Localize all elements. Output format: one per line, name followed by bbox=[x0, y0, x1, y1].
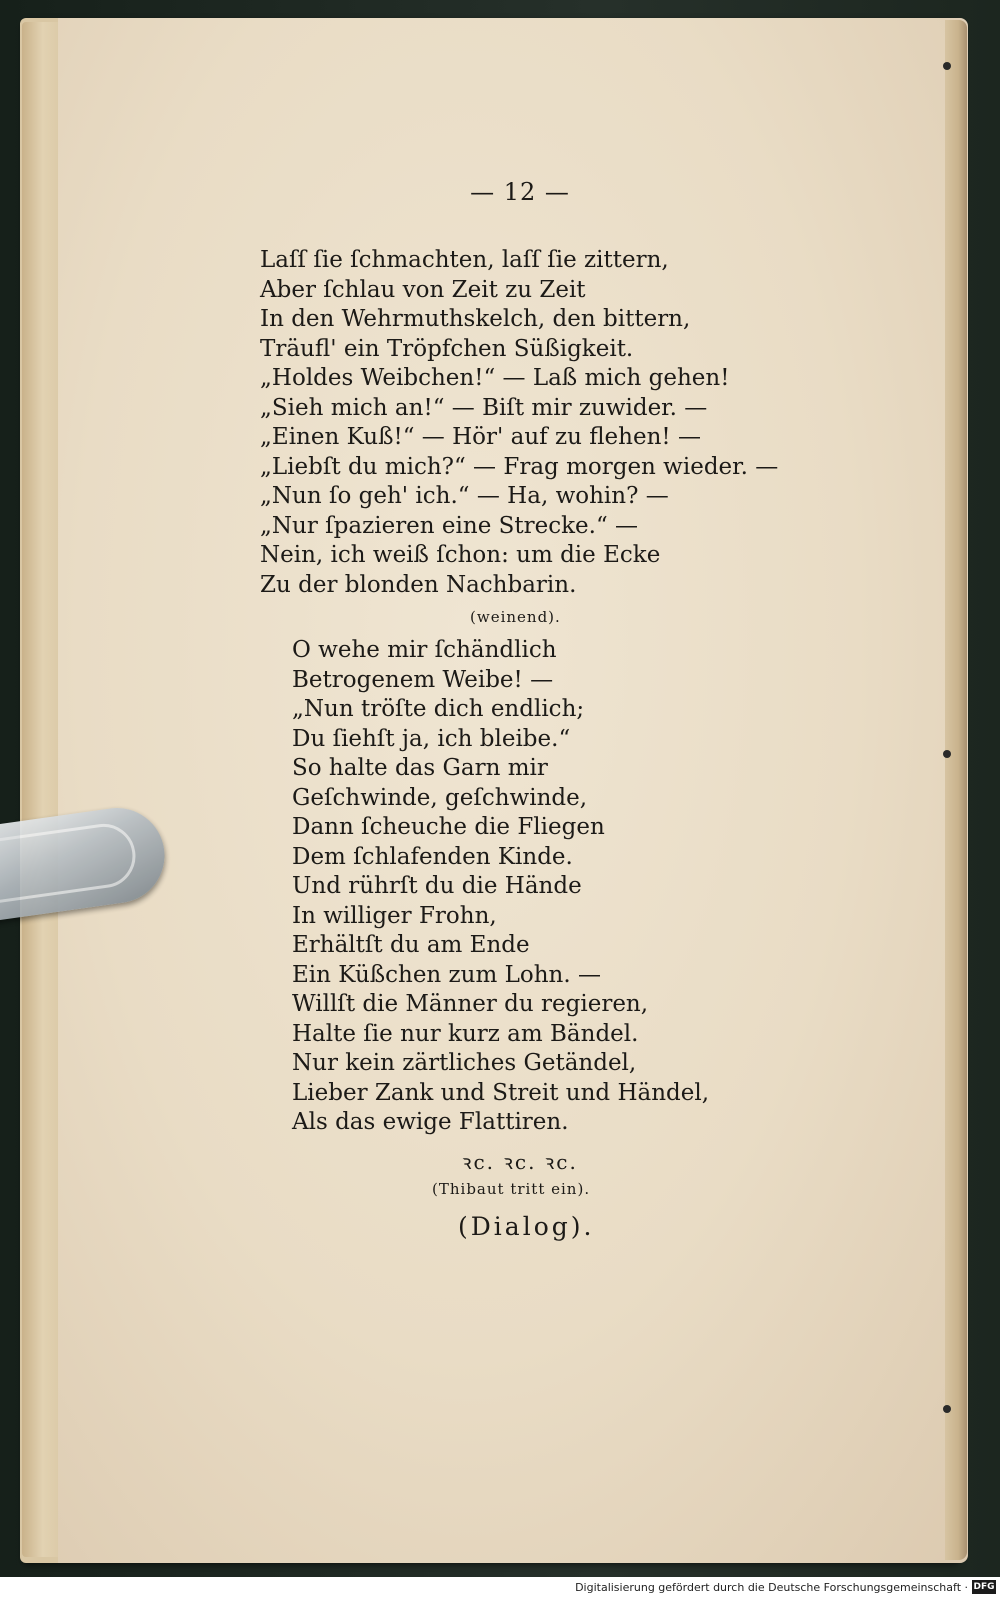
verse-line: Halte ſie nur kurz am Bändel. bbox=[292, 1020, 639, 1047]
verse-line: Laſſ ſie ſchmachten, laſſ ſie zittern, bbox=[260, 247, 669, 273]
etcetera-line: ꝛc. ꝛc. ꝛc. bbox=[462, 1150, 578, 1174]
verse-line: „Holdes Weibchen!“ — Laß mich gehen! bbox=[260, 365, 730, 391]
verse-line: „Nur ſpazieren eine Strecke.“ — bbox=[260, 512, 639, 539]
verse-line: Ein Küßchen zum Lohn. — bbox=[292, 961, 601, 988]
verse-line: Lieber Zank und Streit und Händel, bbox=[292, 1079, 710, 1106]
stage-direction-thibaut: (Thibaut tritt ein). bbox=[432, 1180, 591, 1198]
verse-line: Geſchwinde, geſchwinde, bbox=[292, 784, 588, 811]
page-number: — 12 — bbox=[470, 178, 570, 206]
verse-stanza-2 bbox=[292, 636, 709, 1138]
dialog-heading: (Dialog). bbox=[458, 1212, 595, 1241]
verse-line: So halte das Garn mir bbox=[292, 755, 548, 781]
verse-line: „Einen Kuß!“ — Hör' auf zu flehen! — bbox=[260, 424, 701, 450]
verse-line: Erhältſt du am Ende bbox=[292, 932, 530, 958]
verse-line: Nur kein zärtliches Getändel, bbox=[292, 1050, 637, 1076]
verse-line: „Liebſt du mich?“ — Frag morgen wieder. — bbox=[260, 453, 779, 480]
verse-line: Willſt die Männer du regieren, bbox=[292, 991, 649, 1017]
verse-line: „Nun ſo geh' ich.“ — Ha, wohin? — bbox=[260, 483, 669, 509]
verse-line: Als das ewige Flattiren. bbox=[292, 1109, 569, 1135]
footer-credit: Digitalisierung gefördert durch die Deutsche Forschungsgemeinschaft · bbox=[575, 1581, 968, 1594]
verse-line: Dann ſcheuche die Fliegen bbox=[292, 814, 605, 840]
verse-line: In den Wehrmuthskelch, den bittern, bbox=[260, 306, 691, 332]
dfg-logo-icon: DFG bbox=[973, 1582, 995, 1592]
verse-line: O wehe mir ſchändlich bbox=[292, 637, 557, 663]
verse-line: Nein, ich weiß ſchon: um die Ecke bbox=[260, 542, 661, 568]
verse-line: Aber ſchlau von Zeit zu Zeit bbox=[260, 276, 586, 303]
clip-highlight bbox=[0, 820, 140, 904]
verse-line: Zu der blonden Nachbarin. bbox=[260, 571, 577, 598]
verse-line: Und rührſt du die Hände bbox=[292, 873, 582, 899]
verse-line: Träufl' ein Tröpfchen Süßigkeit. bbox=[260, 335, 634, 362]
verse-line: Du ſiehſt ja, ich bleibe.“ bbox=[292, 725, 571, 752]
verse-stanza-1 bbox=[260, 246, 778, 600]
verse-line: Dem ſchlafenden Kinde. bbox=[292, 843, 573, 870]
verse-line: In williger Frohn, bbox=[292, 902, 497, 929]
verse-line: „Sieh mich an!“ — Biſt mir zuwider. — bbox=[260, 394, 708, 421]
verse-line: Betrogenem Weibe! — bbox=[292, 666, 554, 693]
verse-line: „Nun tröſte dich endlich; bbox=[292, 696, 585, 722]
stage-direction-weinend: (weinend). bbox=[470, 608, 561, 626]
